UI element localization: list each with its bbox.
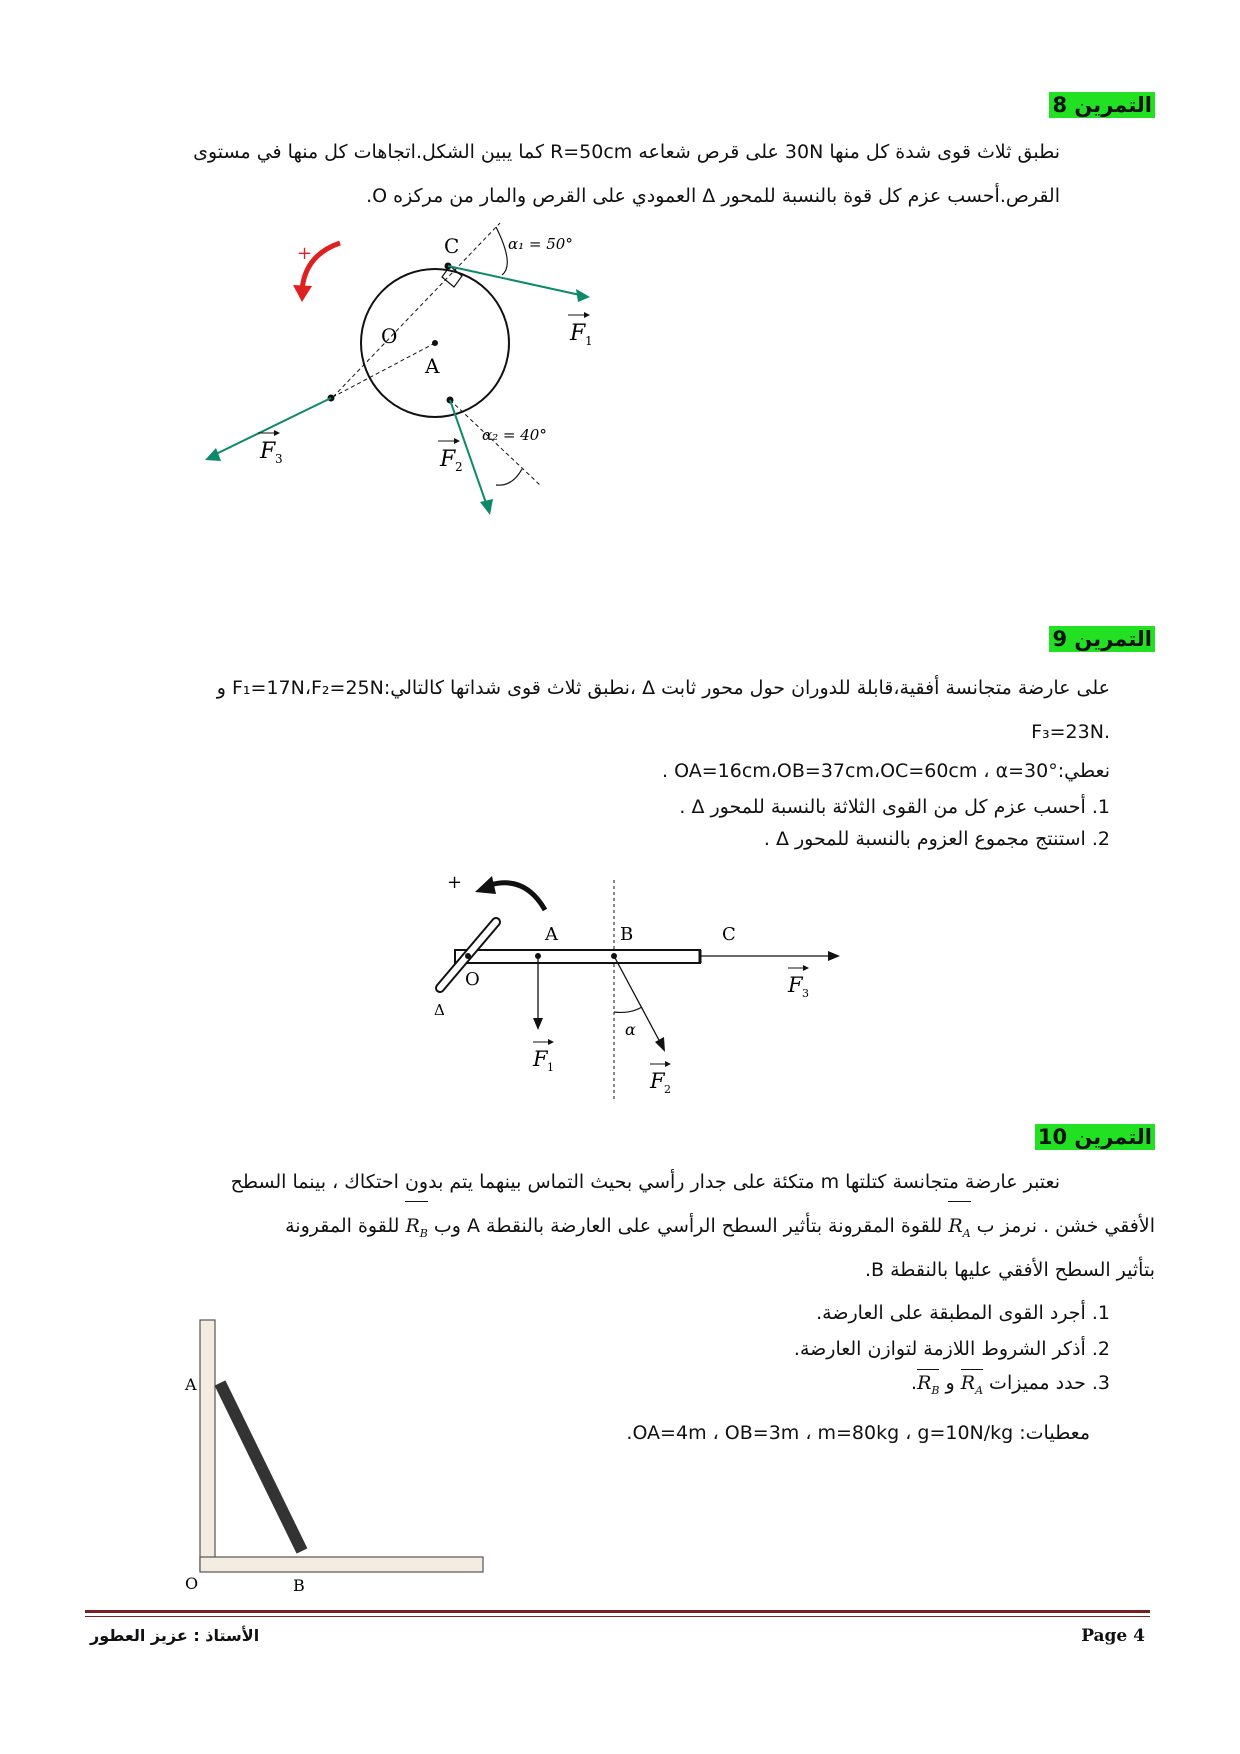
force-f2-subscript-ex9: 2: [664, 1083, 671, 1096]
force-f3-label: F: [260, 439, 276, 464]
footer-teacher-name: الأستاذ : عزيز العطور: [90, 1626, 260, 1645]
exercise-9-question-2: 2. استنتج مجموع العزوم بالنسبة للمحور Δ .: [763, 828, 1110, 850]
alpha1-label: α₁ = 50°: [508, 235, 573, 253]
rotation-plus-sign: +: [297, 243, 313, 264]
exercise-10-given: معطيات: OA=4m ، OB=3m ، m=80kg ، g=10N/kg.: [626, 1422, 1090, 1444]
exercise-10-question-2: 2. أذكر الشروط اللازمة لتوازن العارضة.: [793, 1338, 1110, 1360]
footer-page-number: Page 4: [1081, 1626, 1145, 1646]
force-f1-subscript-ex9: 1: [547, 1061, 554, 1074]
exercise-10-text-line1: نعتبر عارضة متجانسة كتلتها m متكئة على جدار رأسي بحيث التماس بينهما يتم بدون احتكاك ، بينما السطح: [230, 1171, 1060, 1193]
point-a-label-ex9: A: [545, 924, 558, 945]
exercise-10-figure: [180, 1315, 500, 1595]
exercise-9-given: نعطي:OA=16cm،OB=37cm،OC=60cm ، α=30° .: [662, 760, 1110, 782]
exercise-8-figure: [200, 215, 660, 585]
exercise-9-figure: [420, 870, 860, 1110]
force-f3-subscript: 3: [275, 452, 283, 466]
force-f2-label-ex9: F: [650, 1069, 665, 1093]
exercise-9-text-line1: على عارضة متجانسة أفقية،قابلة للدوران حول محور ثابت Δ ،نطبق ثلاث قوى شداتها كالتالي:F₁=17N،F₂=25N و: [216, 677, 1110, 699]
point-b-label-ex9: B: [620, 924, 634, 945]
exercise-9-text-line2: F₃=23N.: [1031, 721, 1110, 743]
force-f1-subscript: 1: [585, 334, 593, 348]
exercise-10-title: التمرين 10: [1035, 1124, 1155, 1150]
point-a-label: A: [425, 354, 440, 378]
alpha2-label: α₂ = 40°: [482, 426, 547, 444]
vector-rb-inline: $R_B$: [405, 1204, 427, 1256]
exercise-10-text-line3: بتأثير السطح الأفقي عليها بالنقطة B.: [864, 1259, 1155, 1281]
point-c-label-ex9: C: [722, 924, 736, 945]
exercise-10-question-3: 3. حدد مميزات $R_A$ و $R_B$.: [911, 1372, 1110, 1397]
vector-rb-question: $R_B$: [917, 1372, 940, 1397]
footer-rule-thick: [85, 1610, 1150, 1613]
exercise-8-text-line1: نطبق ثلاث قوى شدة كل منها 30N على قرص شعاعه R=50cm كما يبين الشكل.اتجاهات كل منها في مستوى: [193, 141, 1060, 163]
exercise-10-text-line2: الأفقي خشن . نرمز ب $R_A$ للقوة المقرونة بتأثير السطح الرأسي على العارضة بالنقطة A وب $R_B$ للقوة المقرونة: [55, 1204, 1155, 1256]
exercise-8-text-line2: القرص.أحسب عزم كل قوة بالنسبة للمحور Δ العمودي على القرص والمار من مركزه O.: [366, 185, 1060, 207]
point-o-label-ex10: O: [185, 1574, 199, 1593]
force-f2-subscript: 2: [455, 460, 463, 474]
force-f3-subscript-ex9: 3: [802, 987, 809, 1000]
force-f1-label: F: [570, 321, 586, 346]
exercise-9-question-1: 1. أحسب عزم كل من القوى الثلاثة بالنسبة للمحور Δ .: [679, 796, 1110, 818]
vector-ra-question: $R_A$: [960, 1372, 984, 1397]
point-a-label-ex10: A: [185, 1375, 197, 1394]
rotation-plus-sign-ex9: +: [447, 872, 463, 893]
force-f1-label-ex9: F: [533, 1047, 548, 1071]
force-f3-label-ex9: F: [788, 973, 803, 997]
point-o-label: O: [381, 324, 398, 348]
exercise-9-title: التمرين 9: [1049, 626, 1155, 652]
exercise-10-question-1: 1. أجرد القوى المطبقة على العارضة.: [816, 1302, 1110, 1324]
alpha-label-ex9: α: [625, 1020, 636, 1039]
footer-rule-thin: [85, 1616, 1150, 1617]
point-o-label-ex9: O: [465, 969, 480, 990]
force-f2-label: F: [440, 447, 456, 472]
vector-ra-inline: $R_A$: [948, 1204, 970, 1256]
axis-delta-label: Δ: [434, 1001, 445, 1019]
point-c-label: C: [444, 234, 460, 258]
point-b-label-ex10: B: [293, 1576, 305, 1595]
exercise-8-title: التمرين 8: [1049, 92, 1155, 118]
